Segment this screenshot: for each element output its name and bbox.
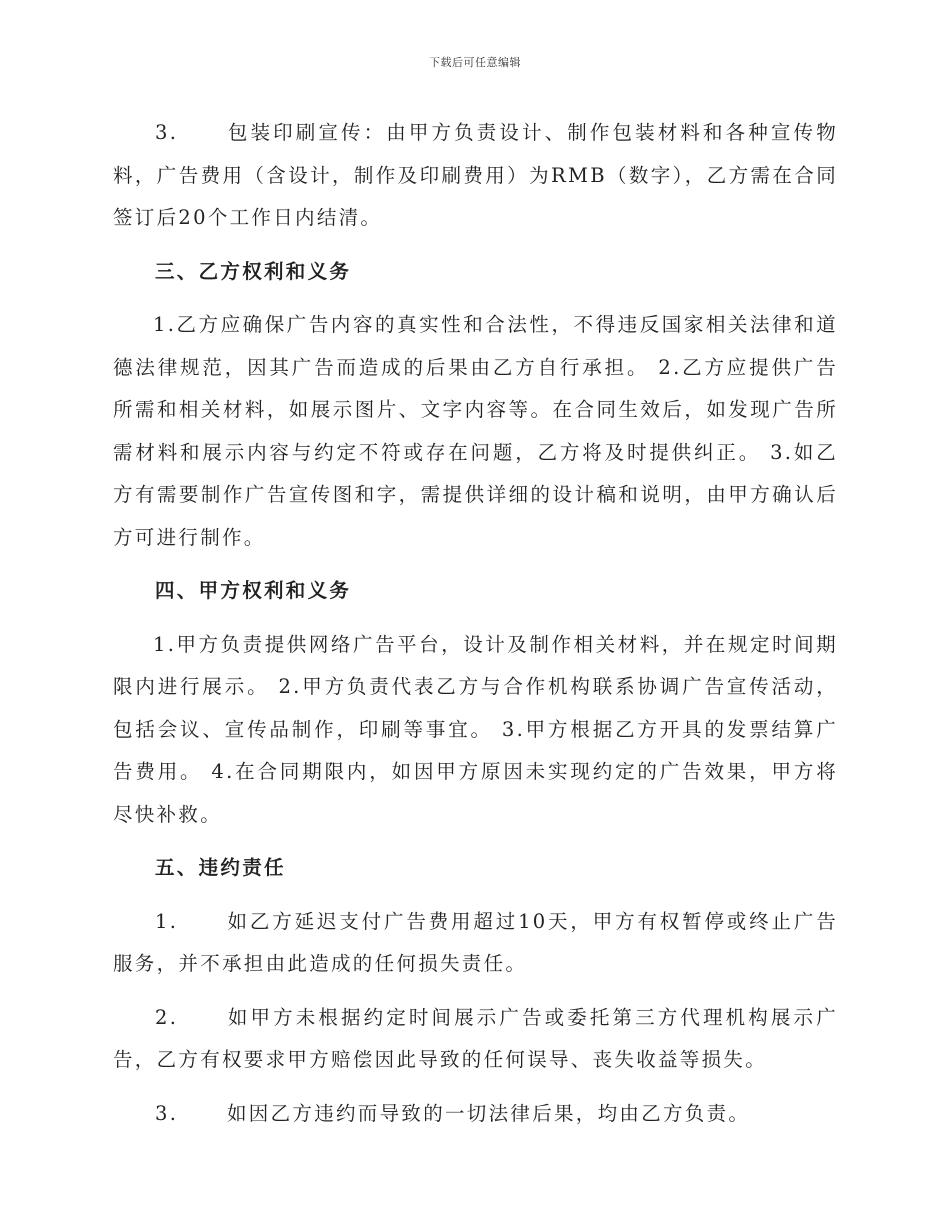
section5-item-1 xyxy=(113,901,838,986)
section5-item-3 xyxy=(113,1093,838,1136)
item-number: 3. xyxy=(155,1101,179,1125)
section5-item-2 xyxy=(113,997,838,1082)
item-number: 2. xyxy=(155,1005,179,1029)
item-number: 1. xyxy=(155,909,179,933)
item-number: 3. xyxy=(155,121,179,144)
item-text: 如因乙方违约而导致的一切法律后果，均由乙方负责。 xyxy=(227,1101,751,1125)
item-text: 如乙方延迟支付广告费用超过10天，甲方有权暂停或终止广告服务，并不承担由此造成的任何损失责任。 xyxy=(113,909,838,975)
item-text: 如甲方未根据约定时间展示广告或委托第三方代理机构展示广告，乙方有权要求甲方赔偿因此导致的任何误导、丧失收益等损失。 xyxy=(113,1005,838,1071)
section5-heading: 五、违约责任 xyxy=(155,856,286,879)
section3-heading: 三、乙方权利和义务 xyxy=(155,259,352,283)
header-note: 下载后可任意编辑 xyxy=(429,56,521,69)
document-body xyxy=(113,112,838,1146)
section3-body: 1.乙方应确保广告内容的真实性和合法性，不得违反国家相关法律和道德法律规范，因其广告而造成的后果由乙方自行承担。 2.乙方应提供广告所需和相关材料，如展示图片、文字内容等。在合同生效后，如发现广告所需材料和展示内容与约定不符或存在问题，乙方将及时提供纠正。 3.如乙方有需要制作广告宣传图和字，需提供详细的设计稿和说明，由甲方确认后方可进行制作。 xyxy=(113,313,838,549)
item-text: 包装印刷宣传：由甲方负责设计、制作包装材料和各种宣传物料，广告费用（含设计，制作及印刷费用）为RMB（数字），乙方需在合同签订后20个工作日内结清。 xyxy=(113,121,838,229)
section2-item3 xyxy=(113,112,838,240)
section4-heading: 四、甲方权利和义务 xyxy=(155,579,352,602)
section4-body: 1.甲方负责提供网络广告平台，设计及制作相关材料，并在规定时间期限内进行展示。 2.甲方负责代表乙方与合作机构联系协调广告宣传活动，包括会议、宣传品制作，印刷等事宜。 3.甲方根据乙方开具的发票结算广告费用。 4.在合同期限内，如因甲方原因未实现约定的广告效果，甲方将尽快补救。 xyxy=(113,632,838,826)
